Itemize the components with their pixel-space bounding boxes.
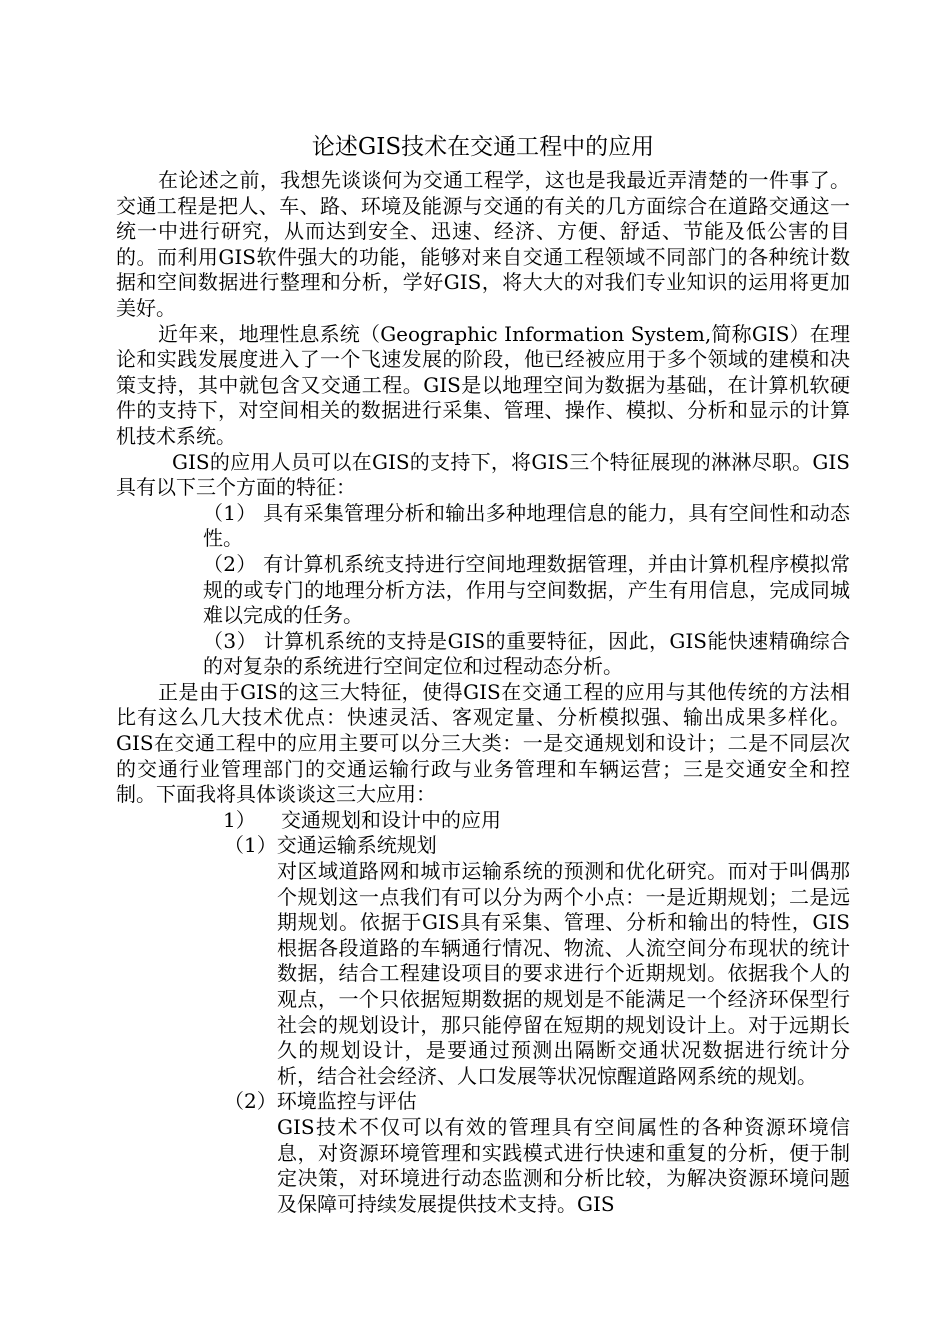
feature-item-2: （2） 有计算机系统支持进行空间地理数据管理，并由计算机程序模拟常规的或专门的地理分析方法，作用与空间数据，产生有用信息，完成同城难以完成的任务。 (203, 551, 850, 628)
subsection-2-heading: （2）环境监控与评估 (224, 1089, 417, 1114)
section-1-heading (223, 808, 850, 834)
paragraph-intro: 在论述之前，我想先谈谈何为交通工程学，这也是我最近弄清楚的一件事了。交通工程是把人、车、路、环境及能源与交通的有关的几方面综合在道路交通这一统一中进行研究，从而达到安全、迅速、经济、方便、舒适、节能及低公害的目的。而利用GIS软件强大的功能，能够对来自交通工程领域不同部门的各种统计数据和空间数据进行整理和分析，学好GIS，将大大的对我们专业知识的运用将更加美好。 (116, 168, 850, 320)
document-title: 论述GIS技术在交通工程中的应用 (311, 134, 655, 160)
feature-item-3: （3） 计算机系统的支持是GIS的重要特征，因此，GIS能快速精确综合的对复杂的系统进行空间定位和过程动态分析。 (203, 628, 850, 679)
paragraph-gis-definition: 近年来，地理性息系统（Geographic Information System,简称GIS）在理论和实践发展度进入了一个飞速发展的阶段，他已经被应用于多个领域的建模和决策支持，其中就包含又交通工程。GIS是以地理空间为数据为基础，在计算机软硬件的支持下，对空间相关的数据进行采集、管理、操作、模拟、分析和显示的计算机技术系统。 (116, 321, 850, 448)
section-1-number: 1） (223, 807, 256, 832)
paragraph-gis-users: GIS的应用人员可以在GIS的支持下，将GIS三个特征展现的淋淋尽职。GIS具有以下三个方面的特征： (116, 449, 850, 500)
subsection-1-body: 对区域道路网和城市运输系统的预测和优化研究。而对于叫偶那个规划这一点我们有可以分为两个小点：一是近期规划；二是远期规划。依据于GIS具有采集、管理、分析和输出的特性，GIS根据各段道路的车辆通行情况、物流、人流空间分布现状的统计数据，结合工程建设项目的要求进行个近期规划。依据我个人的观点，一个只依据短期数据的规划是不能满足一个经济环保型行社会的规划设计，那只能停留在短期的规划设计上。对于远期长久的规划设计，是要通过预测出隔断交通状况数据进行统计分析，结合社会经济、人口发展等状况惊醒道路网系统的规划。 (277, 859, 850, 1088)
section-1-title: 交通规划和设计中的应用 (281, 807, 501, 832)
subsection-2-body: GIS技术不仅可以有效的管理具有空间属性的各种资源环境信息，对资源环境管理和实践模式进行快速和重复的分析，便于制定决策，对环境进行动态监测和分析比较，为解决资源环境问题及保障可持续发展提供技术支持。GIS (277, 1114, 850, 1216)
document-page (116, 132, 850, 1217)
feature-item-1: （1） 具有采集管理分析和输出多种地理信息的能力，具有空间性和动态性。 (203, 500, 850, 551)
subsection-1-heading: （1）交通运输系统规划 (224, 833, 437, 858)
paragraph-advantages: 正是由于GIS的这三大特征，使得GIS在交通工程的应用与其他传统的方法相比有这么几大技术优点：快速灵活、客观定量、分析模拟强、输出成果多样化。GIS在交通工程中的应用主要可以分三大类：一是交通规划和设计；二是不同层次的交通行业管理部门的交通运输行政与业务管理和车辆运营；三是交通安全和控制。下面我将具体谈谈这三大应用： (116, 679, 850, 807)
